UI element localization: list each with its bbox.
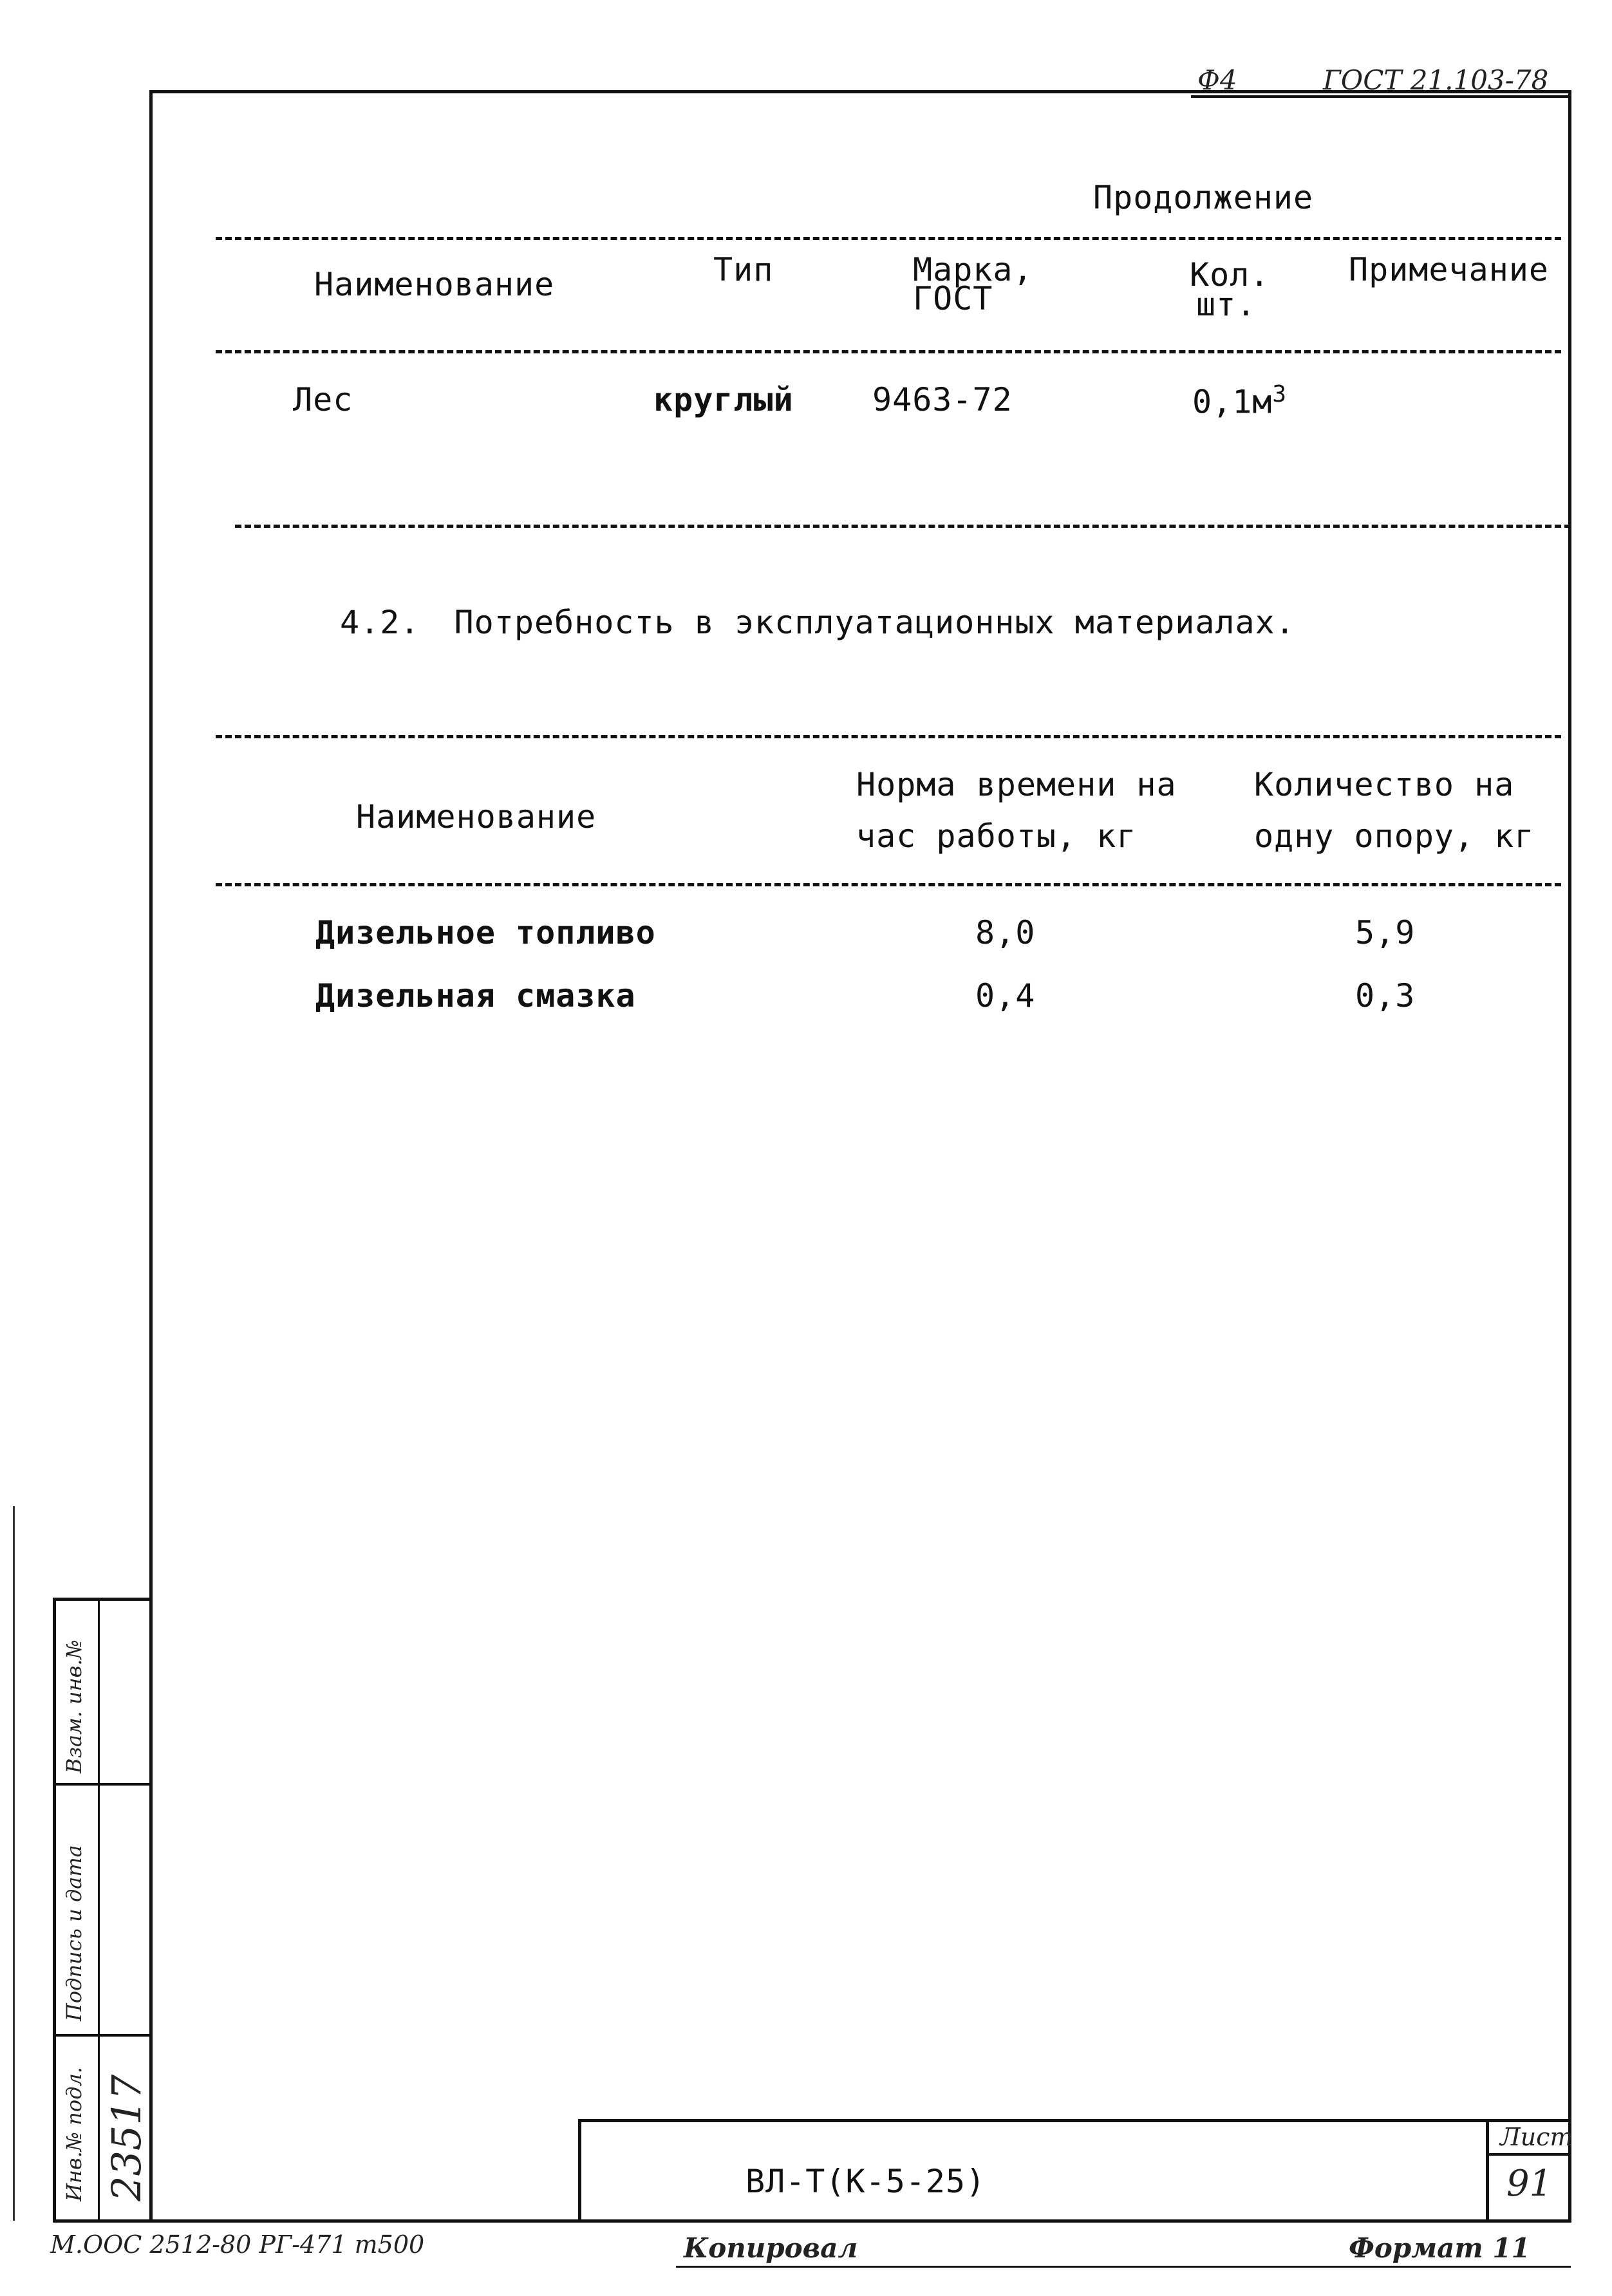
table2-header-qty-1: Количество на: [1254, 766, 1515, 803]
archive-note: М.ООС 2512-80 РГ-471 т500: [50, 2230, 425, 2259]
table2-header-name: Наименование: [356, 798, 597, 835]
standard-code: ГОСТ 21.103-78: [1323, 64, 1549, 96]
table1-row-qty-sup: 3: [1272, 381, 1288, 407]
table2-header-qty-2: одну опору, кг: [1254, 817, 1535, 855]
sidebar-divider-1: [53, 1783, 153, 1786]
table1-row-type: круглый: [653, 381, 794, 418]
section-heading: [340, 604, 1295, 641]
table1-header-rule: [216, 350, 1561, 353]
table2-top-rule: [216, 735, 1561, 738]
table1-row-qty-value: 0,1м: [1192, 383, 1273, 421]
sheet-number: 91: [1506, 2163, 1553, 2205]
title-block: [578, 2119, 1571, 2223]
copied-label: Копировал: [684, 2232, 858, 2264]
table1-header-qty-2: шт.: [1196, 286, 1257, 323]
table2-header-norm-2: час работы, кг: [856, 817, 1137, 855]
table2-row2-qty: 0,3: [1355, 977, 1416, 1014]
sidebar-inv-value: 23517: [103, 2074, 150, 2201]
sheet-label-divider: [1486, 2153, 1571, 2156]
page-frame: [149, 90, 1571, 2223]
form-code: Ф4: [1197, 64, 1237, 96]
format-label: Формат 11: [1349, 2232, 1530, 2264]
table1-header-mark-1: Марка,: [913, 251, 1033, 288]
table1-row-name: Лес: [293, 381, 353, 418]
continuation-label: Продолжение: [1093, 179, 1314, 216]
table1-row-qty: [1192, 381, 1287, 421]
sidebar-outer-line: [13, 1506, 15, 2221]
sidebar-inner-line: [98, 1598, 100, 2223]
table2-header-norm-1: Норма времени на: [856, 766, 1177, 803]
sheet-label: Лист: [1500, 2123, 1573, 2151]
table2-row2-norm: 0,4: [975, 977, 1036, 1014]
footer-rule: [676, 2266, 1571, 2268]
table2-row1-qty: 5,9: [1355, 914, 1416, 951]
sidebar-sign-label: Подпись и дата: [62, 1845, 86, 2021]
table1-header-qty-1: Кол.: [1190, 256, 1270, 294]
table2-row1-name: Дизельное топливо: [315, 914, 656, 951]
section-number: 4.2.: [340, 604, 420, 641]
table2-row2-name: Дизельная смазка: [315, 977, 636, 1014]
sidebar-replace-label: Взам. инв.№: [62, 1639, 86, 1773]
sidebar-inv-label: Инв.№ подл.: [62, 2067, 86, 2201]
table1-top-rule: [216, 237, 1561, 240]
sidebar-divider-2: [53, 2034, 153, 2037]
table1-header-type: Тип: [713, 251, 774, 288]
table1-row-mark: 9463-72: [872, 381, 1013, 418]
table1-bottom-rule: [235, 525, 1571, 528]
title-block-divider: [1486, 2119, 1489, 2223]
section-title: Потребность в эксплуатационных материалах.: [454, 604, 1295, 641]
table1-header-mark-2: ГОСТ: [913, 280, 993, 317]
table2-header-rule: [216, 883, 1561, 886]
document-designation: ВЛ-Т(К-5-25): [745, 2163, 986, 2200]
table1-header-note: Примечание: [1349, 251, 1550, 288]
table2-row1-norm: 8,0: [975, 914, 1036, 951]
table1-header-name: Наименование: [314, 266, 555, 303]
